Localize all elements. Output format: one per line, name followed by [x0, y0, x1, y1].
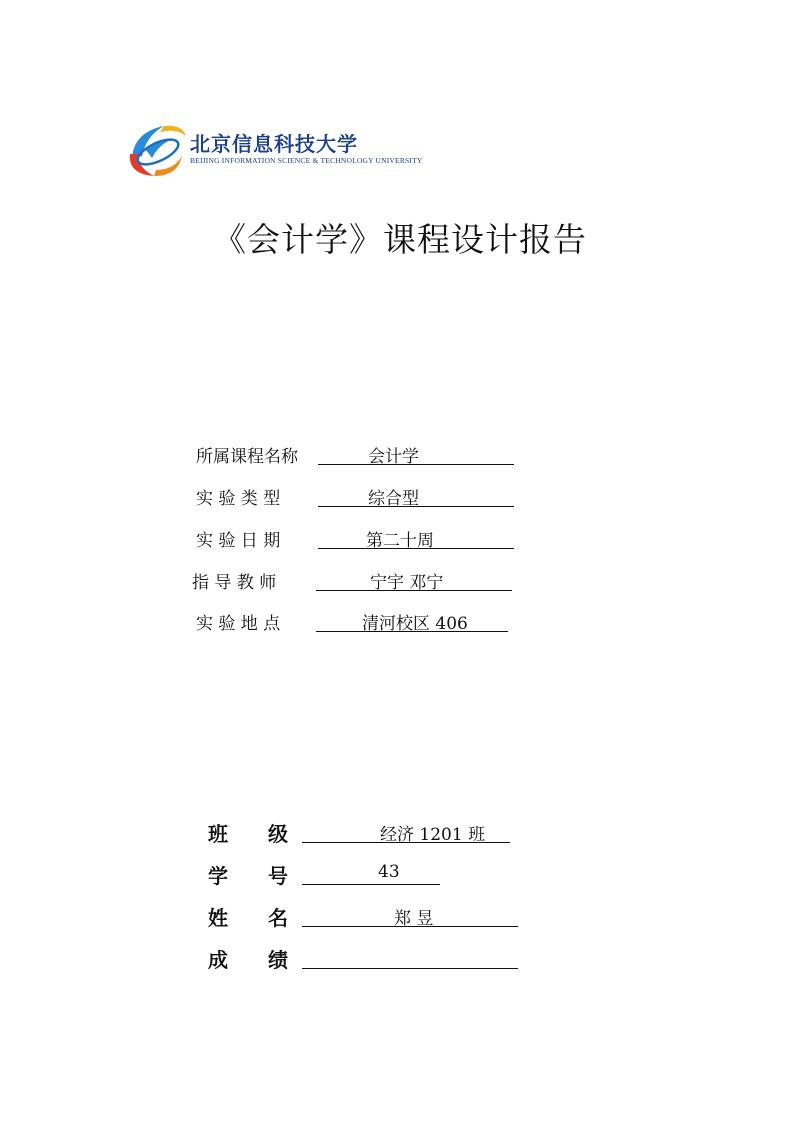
instructor-row — [192, 568, 522, 594]
experiment-type-label: 实 验 类 型 — [196, 489, 281, 509]
name-row — [208, 902, 528, 932]
class-row — [208, 818, 528, 848]
report-title: 《会计学》课程设计报告 — [213, 220, 587, 259]
experiment-date-value: 第二十周 — [366, 531, 434, 551]
experiment-type-value: 综合型 — [368, 489, 419, 509]
location-label: 实 验 地 点 — [196, 614, 281, 634]
grade-row — [208, 944, 528, 974]
grade-label: 成 绩 — [208, 948, 288, 972]
location-row — [196, 609, 526, 635]
instructor-label: 指 导 教 师 — [192, 573, 277, 593]
university-emblem-icon — [124, 118, 188, 182]
experiment-date-row — [196, 526, 526, 552]
logo-chinese-name: 北京信息科技大学 — [190, 132, 358, 156]
experiment-date-label: 实 验 日 期 — [196, 531, 281, 551]
experiment-type-row — [196, 484, 526, 510]
course-name-label: 所属课程名称 — [196, 447, 298, 467]
instructor-value: 宁宇 邓宁 — [370, 573, 444, 593]
location-value: 清河校区 406 — [362, 614, 468, 634]
grade-underline — [302, 968, 518, 969]
student-id-underline — [302, 884, 440, 885]
logo-english-name: BEIJING INFORMATION SCIENCE & TECHNOLOGY UNIVERSITY — [190, 156, 423, 165]
name-label: 姓 名 — [208, 906, 288, 930]
class-label: 班 级 — [208, 822, 288, 846]
student-id-label: 学 号 — [208, 864, 288, 888]
class-value: 经济 1201 班 — [380, 825, 486, 845]
student-id-row — [208, 860, 528, 890]
university-logo — [124, 118, 423, 182]
student-id-value: 43 — [378, 862, 400, 882]
name-value: 郑 昱 — [394, 909, 434, 929]
course-name-row — [196, 442, 526, 468]
course-name-value: 会计学 — [368, 447, 419, 467]
